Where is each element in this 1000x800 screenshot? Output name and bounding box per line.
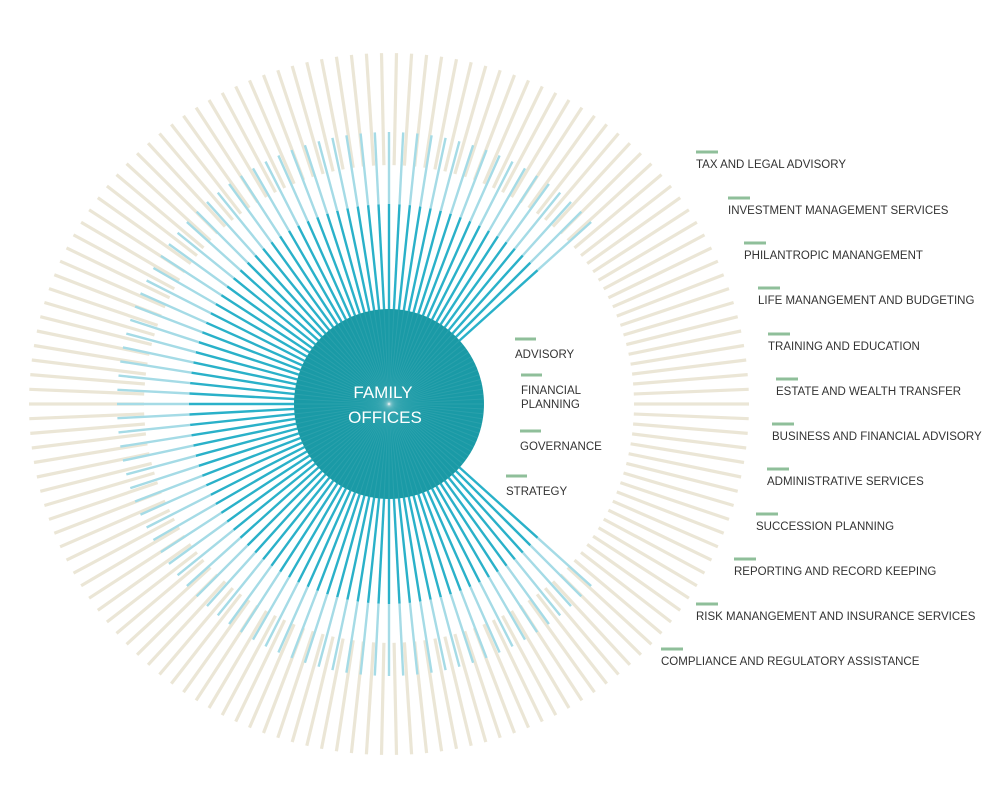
core-service-label: GOVERNANCE [520,441,602,453]
service-label: INVESTMENT MANAGEMENT SERVICES [728,205,949,217]
service-label: TRAINING AND EDUCATION [768,341,920,353]
center-title-line1: FAMILY [353,383,413,402]
service-marker [758,287,780,290]
outer-ray [568,164,652,241]
service-label: PHILANTROPIC MANANGEMENT [744,250,923,262]
core-service-marker [521,374,542,377]
outer-ray [222,93,275,192]
outer-ray [366,642,373,754]
service-marker [768,333,790,336]
services-list [661,151,982,669]
center-ray-pattern [294,309,484,499]
inner-ray-tip [470,587,499,653]
inner-ray-tip [292,591,318,658]
inner-ray-tip [420,602,431,673]
service-label: REPORTING AND RECORD KEEPING [734,566,937,578]
inner-ray-tip [410,603,418,675]
core-service-marker [520,430,541,433]
service-marker [744,242,766,245]
inner-ray-tip [141,485,207,514]
outer-ray [382,53,384,165]
core-service-label: FINANCIAL [521,385,582,397]
service-marker [696,151,718,154]
outer-ray [633,375,748,384]
service-label: COMPLIANCE AND REGULATORY ASSISTANCE [661,656,920,668]
service-marker [661,648,683,651]
outer-ray [222,616,275,715]
outer-ray [382,643,384,755]
outer-ray [445,62,471,171]
outer-ray [67,248,170,298]
core-service-marker [515,338,536,341]
inner-ray-tip [400,604,404,676]
outer-ray [394,643,396,755]
outer-ray [634,414,749,419]
core-service-label: STRATEGY [506,486,568,498]
outer-ray [127,164,211,241]
outer-ray [366,54,373,166]
service-label: LIFE MANANGEMENT AND BUDGETING [758,295,975,307]
inner-ray-tip [451,145,473,214]
service-marker [767,468,789,471]
service-marker [696,603,718,606]
inner-ray-tip [375,604,379,676]
service-label: SUCCESSION PLANNING [756,521,895,533]
service-marker [756,513,778,516]
inner-ray-tip [361,603,369,675]
outer-ray [445,637,471,746]
inner-ray-tip [305,594,327,663]
core-service-label: ADVISORY [515,349,575,361]
core-service-marker [506,475,527,478]
outer-ray [608,248,711,298]
service-marker [776,378,798,381]
service-marker [728,197,750,200]
inner-ray-tip [346,135,357,206]
outer-ray [127,568,211,645]
outer-ray [633,424,748,433]
core-services-list [506,338,602,499]
outer-ray [629,331,742,354]
service-label: BUSINESS AND FINANCIAL ADVISORY [772,431,982,443]
outer-ray [503,93,556,192]
inner-ray-tip [305,145,327,214]
inner-ray-tip [361,134,369,206]
inner-ray-tip [141,293,207,322]
inner-ray-tip [278,156,307,222]
outer-ray [629,454,742,477]
service-label: TAX AND LEGAL ADVISORY [696,159,846,171]
outer-ray [404,642,411,754]
service-marker [734,558,756,561]
inner-ray-tip [346,602,357,673]
outer-ray [394,53,396,165]
inner-ray-tip [420,135,431,206]
inner-ray-tip [470,156,499,222]
inner-ray-tip [461,150,487,217]
inner-ray-tip [292,150,318,217]
inner-ray-tip [135,476,202,502]
outer-ray [608,510,711,560]
outer-ray [307,62,333,171]
outer-ray [503,616,556,715]
inner-ray-tip [135,307,202,333]
inner-ray-tip [461,591,487,658]
inner-ray-tip [400,132,404,204]
center-title-line2: OFFICES [348,408,422,427]
service-label: ADMINISTRATIVE SERVICES [767,476,924,488]
outer-ray [404,54,411,166]
outer-ray [634,389,749,394]
core-service-label: PLANNING [521,399,580,411]
inner-ray-tip [278,587,307,653]
inner-ray-tip [410,134,418,206]
inner-ray-tip [451,594,473,663]
outer-ray [307,637,333,746]
inner-ray-tip [375,132,379,204]
service-label: ESTATE AND WEALTH TRANSFER [776,386,962,398]
service-marker [772,423,794,426]
outer-ray [67,510,170,560]
outer-ray [568,568,652,645]
service-label: RISK MANANGEMENT AND INSURANCE SERVICES [696,611,976,623]
